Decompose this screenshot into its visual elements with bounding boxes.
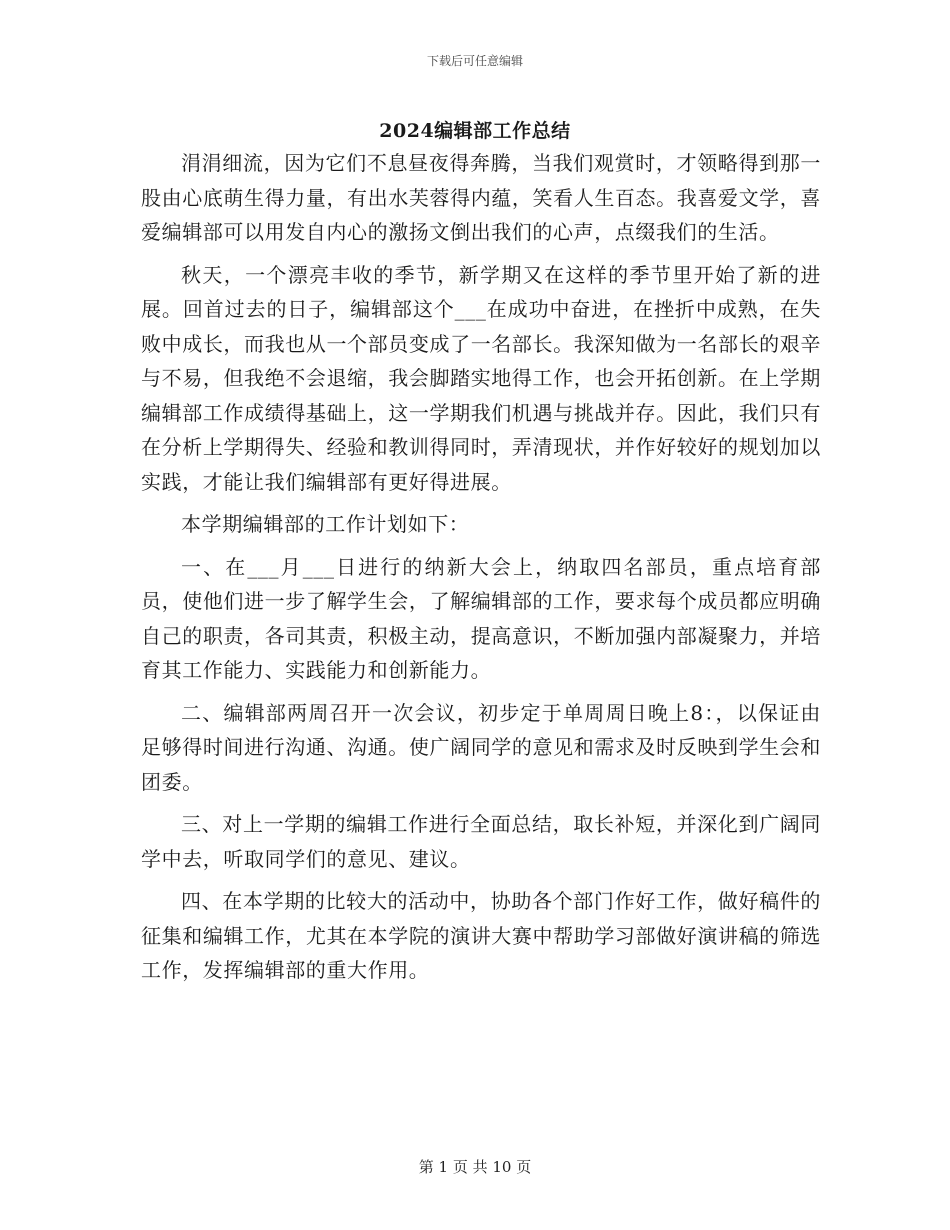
- paragraph-plan-item-1: 一、在___月___日进行的纳新大会上，纳取四名部员，重点培育部员，使他们进一步了解学生会，了解编辑部的工作，要求每个成员都应明确自己的职责，各司其责，积极主动，提高意识，不断加强内部凝聚力，并培育其工作能力、实践能力和创新能力。: [141, 554, 821, 682]
- document-body: [141, 146, 821, 996]
- paragraph-plan-item-2: 二、编辑部两周召开一次会议，初步定于单周周日晚上8：，以保证由足够得时间进行沟通、沟通。使广阔同学的意见和需求及时反映到学生会和团委。: [141, 700, 821, 794]
- paragraph-autumn: 秋天，一个漂亮丰收的季节，新学期又在这样的季节里开始了新的进展。回首过去的日子，编辑部这个___在成功中奋进，在挫折中成熟，在失败中成长，而我也从一个部员变成了一名部长。我深知做为一名部长的艰辛与不易，但我绝不会退缩，我会脚踏实地得工作，也会开拓创新。在上学期编辑部工作成绩得基础上，这一学期我们机遇与挑战并存。因此，我们只有在分析上学期得失、经验和教训得同时，弄清现状，并作好较好的规划加以实践，才能让我们编辑部有更好得进展。: [141, 262, 821, 494]
- paragraph-plan-item-4: 四、在本学期的比较大的活动中，协助各个部门作好工作，做好稿件的征集和编辑工作，尤其在本学院的演讲大赛中帮助学习部做好演讲稿的筛选工作，发挥编辑部的重大作用。: [141, 889, 821, 982]
- paragraph-intro: 涓涓细流，因为它们不息昼夜得奔腾，当我们观赏时，才领略得到那一股由心底萌生得力量，有出水芙蓉得内蕴，笑看人生百态。我喜爱文学，喜爱编辑部可以用发自内心的激扬文倒出我们的心声，点缀我们的生活。: [141, 151, 821, 244]
- paragraph-plan-item-3: 三、对上一学期的编辑工作进行全面总结，取长补短，并深化到广阔同学中去，听取同学们的意见、建议。: [141, 812, 821, 871]
- paragraph-plan-heading: 本学期编辑部的工作计划如下：: [181, 512, 470, 536]
- document-title: 2024编辑部工作总结: [379, 120, 571, 142]
- page-footer: 第 1 页 共 10 页: [418, 1158, 532, 1176]
- page-header: 下载后可任意编辑: [426, 54, 523, 68]
